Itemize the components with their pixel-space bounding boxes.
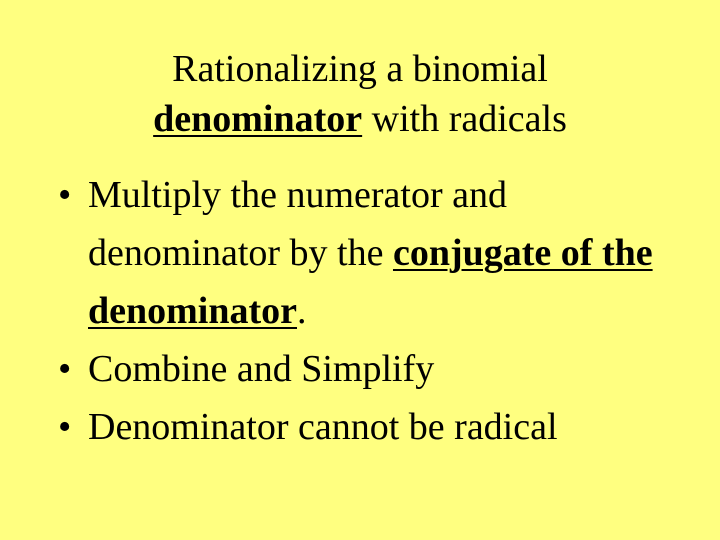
bullet-item-denominator bbox=[58, 398, 708, 456]
bullet-marker: • bbox=[58, 348, 72, 390]
bullet-text: Denominator cannot be radical bbox=[88, 406, 558, 448]
bullet-marker: • bbox=[58, 174, 72, 216]
bullet-text-end: . bbox=[297, 290, 307, 332]
title-line-1: Rationalizing a binomial bbox=[172, 48, 548, 90]
title-line-2 bbox=[0, 94, 720, 144]
title-emphasis-denominator: denominator bbox=[153, 98, 363, 140]
bullet-emphasis-conjugate: conjugate of the denominator bbox=[88, 232, 653, 332]
bullet-text: Combine and Simplify bbox=[88, 348, 435, 390]
bullet-item-multiply bbox=[58, 166, 708, 340]
title-line-2-rest: with radicals bbox=[362, 98, 567, 140]
bullet-text: Multiply the numerator and denominator by the bbox=[88, 174, 507, 274]
bullet-item-combine bbox=[58, 340, 708, 398]
slide-title bbox=[0, 44, 720, 144]
bullet-marker: • bbox=[58, 406, 72, 448]
bullet-list bbox=[58, 166, 708, 456]
